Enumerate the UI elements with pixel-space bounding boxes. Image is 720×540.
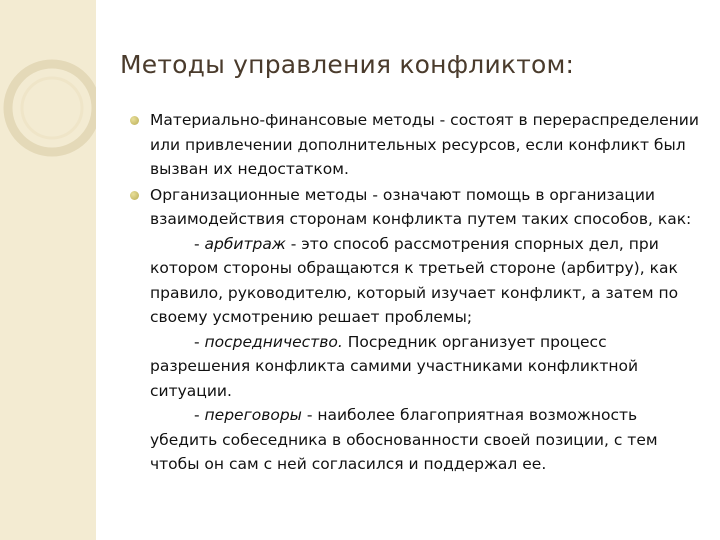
bullet-term: Материально-финансовые методы [150,111,435,129]
sub-item-negotiations [130,403,700,477]
bullet-dot-icon [130,191,139,200]
sub-item-arbitration [130,232,700,330]
slide-content [130,108,700,477]
decorative-circles [0,0,96,540]
decorative-side-strip [0,0,96,540]
bullet-text: - означают помощь в организации взаимодействия сторонам конфликта путем таких способов, как: [150,185,692,228]
bullet-dot-icon [130,116,139,125]
sub-text: - наиболее благоприятная возможность убедить собеседника в обоснованности своей позиции, с тем чтобы он сам с ней согласился и поддержал ее. [150,406,658,473]
sub-term: арбитраж [204,234,286,253]
sub-term: переговоры [204,406,302,424]
sub-prefix: - [194,406,205,424]
sub-prefix: - [194,332,205,351]
sub-text: Посредник организует процесс разрешения конфликта самими участниками конфликтной ситуации. [150,332,639,400]
slide-title: Методы управления конфликтом: [120,50,575,79]
sub-item-mediation [130,330,700,404]
sub-text: - это способ рассмотрения спорных дел, при котором стороны обращаются к третьей стороне (арбитру), как правило, руководителю, который изучает конфликт, а затем по своему усмотрению решает проблемы; [150,234,679,326]
bullet-item [130,183,700,232]
sub-prefix: - [194,234,205,253]
bullet-term: Организационные методы [150,185,368,204]
bullet-item [130,108,700,182]
strip-divider [96,0,100,540]
bullet-text: - состоят в перераспределении или привлечении дополнительных ресурсов, если конфликт был вызван их недостатком. [150,111,699,178]
sub-term: посредничество. [204,332,343,351]
